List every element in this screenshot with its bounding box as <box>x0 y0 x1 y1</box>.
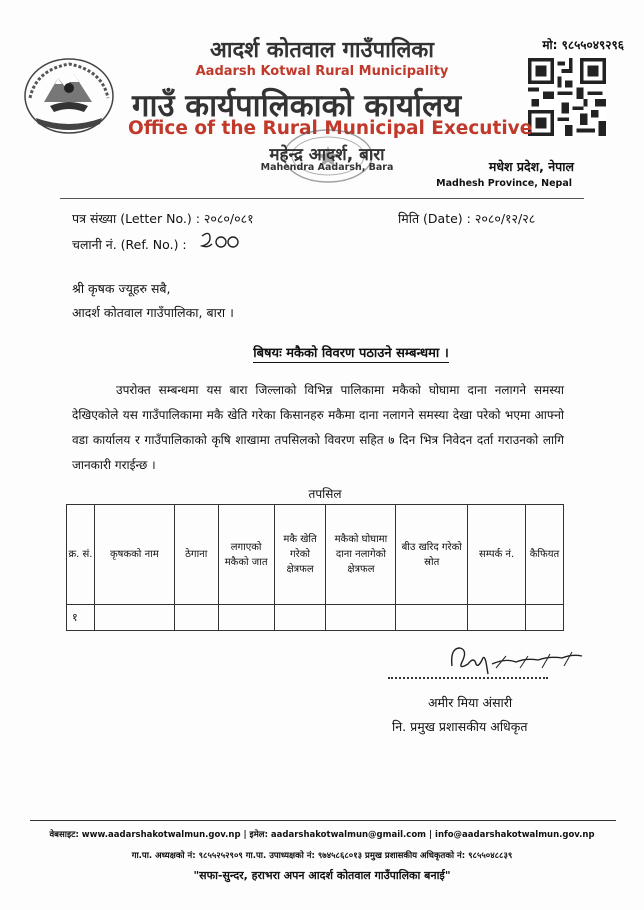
letter-body: उपरोक्त सम्बन्धमा यस बारा जिल्लाको विभिन्न पालिकामा मकैको घोघामा दाना नलागने समस्या देखिएकोले यस गाउँपालिकामा मकै खेति गरेका किसानहरु मकैमा दाना नलागने समस्या देखा परेको भएमा आफ्नो वडा कार्यालय र गाउँपालिकाको कृषि शाखामा तपसिलको विवरण सहित ७ दिन भित्र निवेदन दर्ता गराउनको लागि जानकारी गराईन्छ । <box>72 383 564 472</box>
municipality-name-en: Aadarsh Kotwal Rural Municipality <box>195 64 449 79</box>
table-header-cell: सम्पर्क नं. <box>468 505 526 605</box>
table-header-cell: बीउ खरिद गरेको स्रोत <box>396 505 468 605</box>
table-cell <box>468 605 526 631</box>
table-header-cell: ठेगाना <box>174 505 218 605</box>
table-title: तपसिल <box>308 487 342 501</box>
letter-subject <box>0 343 644 361</box>
office-name-np: गाउँ कार्यपालिकाको कार्यालय <box>132 88 462 124</box>
municipality-name-np: आदर्श कोतवाल गाउँपालिका <box>210 38 434 63</box>
recipient-line-2: आदर्श कोतवाल गाउँपालिका, बारा । <box>72 305 234 320</box>
mobile-number: मो: ९८५५०४९२९६ <box>542 38 624 52</box>
office-name-en: Office of the Rural Municipal Executive <box>128 118 533 139</box>
details-table <box>66 504 564 631</box>
table-header-cell: कृषकको नाम <box>94 505 174 605</box>
recipient-line-1: श्री कृषक ज्यूहरु सबै, <box>72 281 171 296</box>
table-header-cell: लगाएको मकैको जात <box>218 505 274 605</box>
subject-text: बिषयः मकैको विवरण पठाउने सम्बन्धमा । <box>253 346 449 361</box>
footer-divider <box>30 820 616 821</box>
table-header-row <box>67 505 564 605</box>
table-cell: १ <box>67 605 95 631</box>
table-cell <box>525 605 563 631</box>
handwritten-reference-number <box>196 228 240 254</box>
signature-line <box>388 677 548 679</box>
office-location-en: Mahendra Aadarsh, Bara <box>260 162 394 173</box>
handwritten-signature <box>446 638 588 680</box>
province-en: Madhesh Province, Nepal <box>436 178 572 189</box>
footer-contact: वेबसाइट: www.aadarshakotwalmun.gov.np | इमेल: aadarshakotwalmun@gmail.com | info@aadarshakotwalmun.gov.np <box>49 830 595 840</box>
table-header-cell: मकै खेति गरेको क्षेत्रफल <box>274 505 326 605</box>
signatory-title: नि. प्रमुख प्रशासकीय अधिकृत <box>392 719 528 734</box>
table-header-cell: मकैको घोघामा दाना नलागेको क्षेत्रफल <box>326 505 396 605</box>
table-cell <box>274 605 326 631</box>
table-cell <box>218 605 274 631</box>
header-divider <box>60 198 584 199</box>
table-cell <box>326 605 396 631</box>
footer-phones: गा.पा. अध्यक्षको नं: ९८५५२५२९०९ गा.पा. उपाध्यक्षको नं: ९७४५८६८०१३ प्रमुख प्रशासकीय अधिकृतको नं: ९८५५०४८८३९ <box>131 851 513 861</box>
signatory-name: अमीर मिया अंसारी <box>428 695 513 710</box>
table-cell <box>174 605 218 631</box>
table-header-cell: कैफियत <box>525 505 563 605</box>
office-location-np: महेन्द्र आदर्श, बारा <box>269 145 385 165</box>
letter-number: पत्र संख्या (Letter No.) : २०८०/०८१ <box>72 211 254 226</box>
footer-slogan: "सफा-सुन्दर, हराभरा अपन आदर्श कोतवाल गाउँपालिका बनाई" <box>193 869 451 882</box>
letter-date: मिति (Date) : २०८०/१२/२८ <box>398 211 536 226</box>
table-row <box>67 605 564 631</box>
province-np: मधेश प्रदेश, नेपाल <box>488 159 574 174</box>
reference-number-label: चलानी नं. (Ref. No.) : <box>72 237 187 252</box>
table-header-cell: क्र. सं. <box>67 505 95 605</box>
table-cell <box>94 605 174 631</box>
table-cell <box>396 605 468 631</box>
